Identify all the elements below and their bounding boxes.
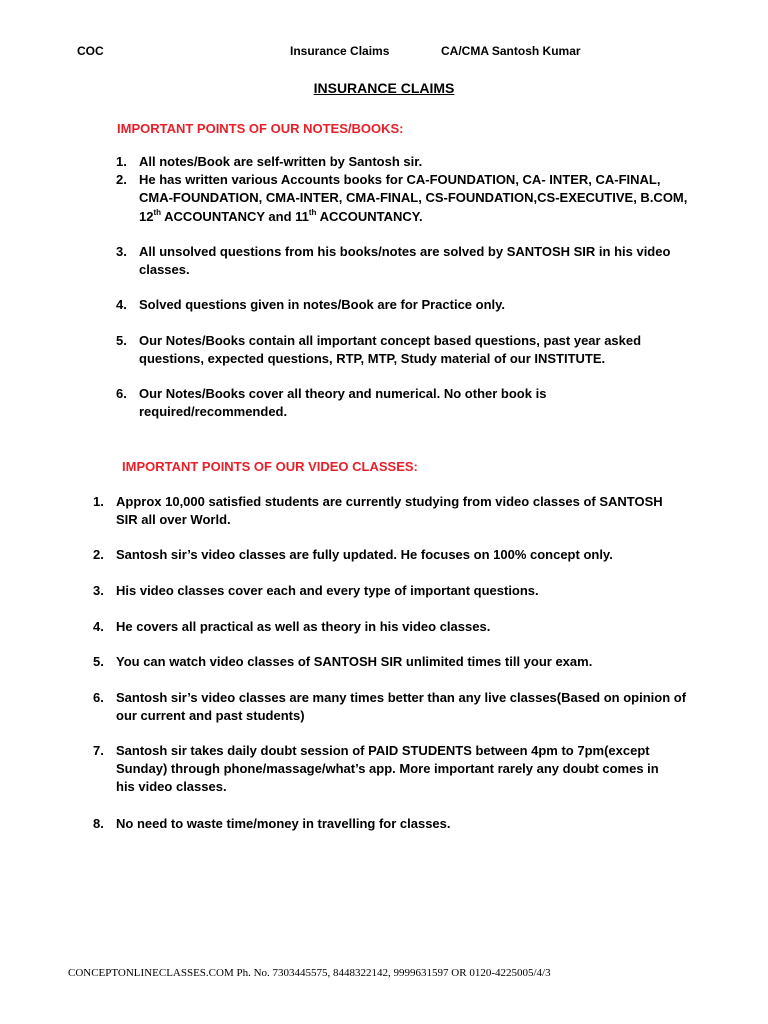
list-item-text: He has written various Accounts books for CA-FOUNDATION, CA- INTER, CA-FINAL,: [139, 172, 661, 187]
list-item-text: Solved questions given in notes/Book are for Practice only.: [139, 297, 506, 312]
ordinal-suffix: th: [153, 208, 162, 217]
list-item-text: He covers all practical as well as theory in his video classes.: [116, 619, 491, 634]
list-item-text: You can watch video classes of SANTOSH SIR unlimited times till your exam.: [116, 654, 593, 669]
list-number: 1.: [93, 494, 104, 509]
list-item-text: Santosh sir’s video classes are fully updated. He focuses on 100% concept only.: [116, 547, 613, 562]
list-item-text: CMA-FOUNDATION, CMA-INTER, CMA-FINAL, CS-FOUNDATION,CS-EXECUTIVE, B.COM,: [139, 190, 688, 205]
list-number: 2.: [93, 547, 104, 562]
list-item-text: Santosh sir takes daily doubt session of PAID STUDENTS between 4pm to 7pm(except: [116, 743, 650, 758]
header-left: COC: [77, 44, 104, 58]
list-number: 4.: [93, 619, 104, 634]
ordinal-number: 12: [139, 209, 154, 224]
list-number: 3.: [116, 244, 127, 259]
list-number: 5.: [93, 654, 104, 669]
list-item-text: Our Notes/Books cover all theory and numerical. No other book is: [139, 386, 547, 401]
ordinal-text: ACCOUNTANCY and 11: [161, 209, 309, 224]
list-item-text: All unsolved questions from his books/notes are solved by SANTOSH SIR in his video: [139, 244, 671, 259]
header-center: Insurance Claims: [290, 44, 390, 58]
list-item-text: SIR all over World.: [116, 512, 231, 527]
list-number: 4.: [116, 297, 127, 312]
list-item-text: Our Notes/Books contain all important concept based questions, past year asked: [139, 333, 642, 348]
list-number: 8.: [93, 816, 104, 831]
list-item-text: Sunday) through phone/massage/what’s app. More important rarely any doubt comes in: [116, 761, 659, 776]
list-item-text: [139, 208, 423, 226]
list-item-text: required/recommended.: [139, 404, 288, 419]
list-item-text: our current and past students): [116, 708, 305, 723]
list-item-text: questions, expected questions, RTP, MTP, Study material of our INSTITUTE.: [139, 351, 606, 366]
list-number: 5.: [116, 333, 127, 348]
ordinal-suffix: th: [308, 208, 317, 217]
list-number: 6.: [116, 386, 127, 401]
list-item-text: his video classes.: [116, 779, 227, 794]
list-item-text: Santosh sir’s video classes are many times better than any live classes(Based on opinion of: [116, 690, 687, 705]
list-item-text: classes.: [139, 262, 190, 277]
list-number: 3.: [93, 583, 104, 598]
list-number: 1.: [116, 154, 127, 169]
header-right: CA/CMA Santosh Kumar: [441, 44, 581, 58]
list-item-text: Approx 10,000 satisfied students are currently studying from video classes of SANTOSH: [116, 494, 663, 509]
list-number: 7.: [93, 743, 104, 758]
video-section-heading: IMPORTANT POINTS OF OUR VIDEO CLASSES:: [122, 459, 418, 474]
list-item-text: His video classes cover each and every type of important questions.: [116, 583, 539, 598]
ordinal-text: ACCOUNTANCY.: [316, 209, 423, 224]
list-number: 2.: [116, 172, 127, 187]
page-title: INSURANCE CLAIMS: [313, 80, 455, 96]
page-footer: CONCEPTONLINECLASSES.COM Ph. No. 7303445575, 8448322142, 9999631597 OR 0120-4225005/4/3: [68, 967, 551, 979]
list-number: 6.: [93, 690, 104, 705]
list-item-text: No need to waste time/money in travelling for classes.: [116, 816, 451, 831]
list-item-text: All notes/Book are self-written by Santosh sir.: [139, 154, 423, 169]
notes-section-heading: IMPORTANT POINTS OF OUR NOTES/BOOKS:: [117, 121, 404, 136]
